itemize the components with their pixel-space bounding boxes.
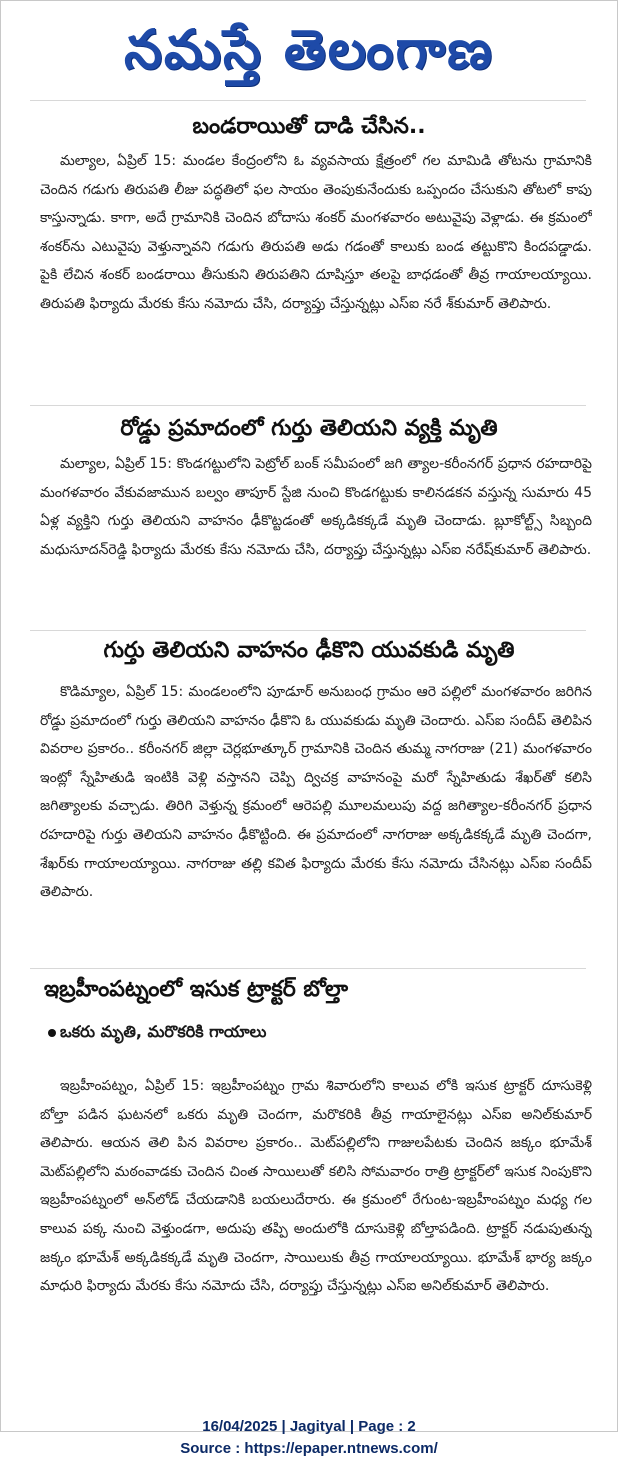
headline-2: రోడ్డు ప్రమాదంలో గుర్తు తెలియని వ్యక్తి మృతి xyxy=(120,416,498,441)
footer-date-line: 16/04/2025 | Jagityal | Page : 2 xyxy=(202,1418,416,1435)
article-body-4: ఇబ్రహీంపట్నం, ఏప్రిల్ 15: ఇబ్రహీంపట్నం గ్రామ శివారులోని కాలువ లోకి ఇసుక ట్రాక్టర్ దూసుకెళ్లి బోల్తా పడిన ఘటనలో ఒకరు మృతి చెందగా, మరొకరికి తీవ్ర గాయాలైనట్లు ఎస్ఐ అనిల్‌కుమార్ తెలిపారు. ఆయన తెలి పిన వివరాల ప్రకారం.. మెట్‌పల్లిలోని గాజులపేటకు చెందిన జక్కం భూమేశ్ మెట్‌పల్లిలోని మఠంవాడకు చెందిన చింత సాయిలుతో కలిసి సోమవారం రాత్రి ట్రాక్టర్‌లో ఇసుక నింపుకొని ఇబ్రహీంపట్నంలో అన్‌లోడ్ చేయడానికి బయలుదేరారు. ఈ క్రమంలో రేగుంట-ఇబ్రహీంపట్నం మధ్య గల కాలువ పక్క నుంచి వెళ్తుండగా, అదుపు తప్పి అందులోకి దూసుకెళ్లి బోల్తాపడింది. ట్రాక్టర్ నడుపుతున్న జక్కం భూమేశ్ అక్కడికక్కడే మృతి చెందగా, సాయిలుకు తీవ్ర గాయాలయ్యాయి. భూమేశ్ భార్య జక్కం మాధురి ఫిర్యాదు మేరకు కేసు నమోదు చేసి, దర్యాప్తు చేస్తున్నట్లు ఎస్ఐ అనిల్‌కుమార్ తెలిపారు. xyxy=(40,1078,592,1295)
divider xyxy=(30,405,586,406)
article-body-1: మల్యాల, ఏప్రిల్ 15: మండల కేంద్రంలోని ఓ వ్యవసాయ క్షేత్రంలో గల మామిడి తోటను గ్రామానికి చెందిన గడుగు తిరుపతి లీజు పద్ధతిలో ఫల సాయం తెంపుకునేందుకు ఒప్పందం చేసుకుని తోటలో కాపు కాస్తున్నాడు. కాగా, అదే గ్రామానికి చెందిన బోదాసు శంకర్ మంగళవారం అటువైపు వెళ్లాడు. ఈ క్రమంలో శంకర్‌ను ఎటువైపు వెళ్తున్నావని గడుగు తిరుపతి అడు గడంతో కాలుకు బండ తట్టుకొని కిందపడ్డాడు. పైకి లేచిన శంకర్ బండరాయి తీసుకుని తిరుపతిని దూషిస్తూ తలపై బాధడంతో తీవ్ర గాయాలయ్యాయి. తిరుపతి ఫిర్యాదు మేరకు కేసు నమోదు చేసి, దర్యాప్తు చేస్తున్నట్లు ఎస్ఐ నరే శ్‌కుమార్ తెలిపారు. xyxy=(40,153,592,312)
bullet-icon xyxy=(48,1029,56,1037)
divider xyxy=(30,630,586,631)
divider xyxy=(30,968,586,969)
newspaper-logo: నమస్తే తెలంగాణ xyxy=(124,18,494,81)
divider xyxy=(30,100,586,101)
sub-headline-text: ఒకరు మృతి, మరొకరికి గాయాలు xyxy=(60,1022,267,1041)
sub-headline xyxy=(48,1018,588,1046)
masthead xyxy=(0,4,618,96)
headline-1: బండరాయితో దాడి చేసిన.. xyxy=(192,114,426,139)
headline-4: ఇబ్రహీంపట్నంలో ఇసుక ట్రాక్టర్ బోల్తా xyxy=(44,977,349,1002)
article-body-2: మల్యాల, ఏప్రిల్ 15: కొండగట్టులోని పెట్రోల్ బంక్ సమీపంలో జగి త్యాల-కరీంనగర్ ప్రధాన రహదారిపై మంగళవారం వేకువజామున బల్వం తాపూర్ స్టేజి నుంచి కొండగట్టుకు కాలినడకన వస్తున్న సుమారు 45 ఏళ్ల వ్యక్తిని గుర్తు తెలియని వాహనం ఢీకొట్టడంతో అక్కడికక్కడే మృతి చెందాడు. బ్లూకోల్ట్స్ సిబ్బంది మధుసూదన్‌రెడ్డి ఫిర్యాదు మేరకు కేసు నమోదు చేసి, దర్యాప్తు చేస్తున్నట్లు ఎస్ఐ నరేష్‌కుమార్ తెలిపారు. xyxy=(40,456,592,558)
article-body-3: కొడిమ్యాల, ఏప్రిల్ 15: మండలంలోని పూడూర్ అనుబంధ గ్రామం ఆరె పల్లిలో మంగళవారం జరిగిన రోడ్డు ప్రమాదంలో గుర్తు తెలియని వాహనం ఢీకొని ఓ యువకుడు మృతి చెందారు. ఎస్ఐ సందీప్ తెలిపిన వివరాల ప్రకారం.. కరీంనగర్ జిల్లా చెర్లభూత్కూర్ గ్రామానికి చెందిన తుమ్మ నాగరాజు (21) మంగళవారం ఇంట్లో స్నేహితుడి ఇంటికి వెళ్లి వస్తానని చెప్పి ద్విచక్ర వాహనంపై మరో స్నేహితుడు శేఖర్‌తో కలిసి జగిత్యాలకు వచ్చాడు. తిరిగి వెళ్తున్న క్రమంలో ఆరెపల్లి మూలమలుపు వద్ద జగిత్యాల-కరీంనగర్ ప్రధాన రహదారిపై గుర్తు తెలియని వాహనం ఢీకొట్టింది. ఈ ప్రమాదంలో నాగరాజు అక్కడికక్కడే మృతి చెందగా, శేఖర్‌కు గాయాలయ్యాయి. నాగరాజు తల్లి కవిత ఫిర్యాదు మేరకు కేసు నమోదు చేసినట్లు ఎస్ఐ సందీప్ తెలిపారు. xyxy=(40,684,592,901)
headline-3: గుర్తు తెలియని వాహనం ఢీకొని యువకుడి మృతి xyxy=(103,638,515,663)
footer-source-line: Source : https://epaper.ntnews.com/ xyxy=(180,1440,438,1457)
